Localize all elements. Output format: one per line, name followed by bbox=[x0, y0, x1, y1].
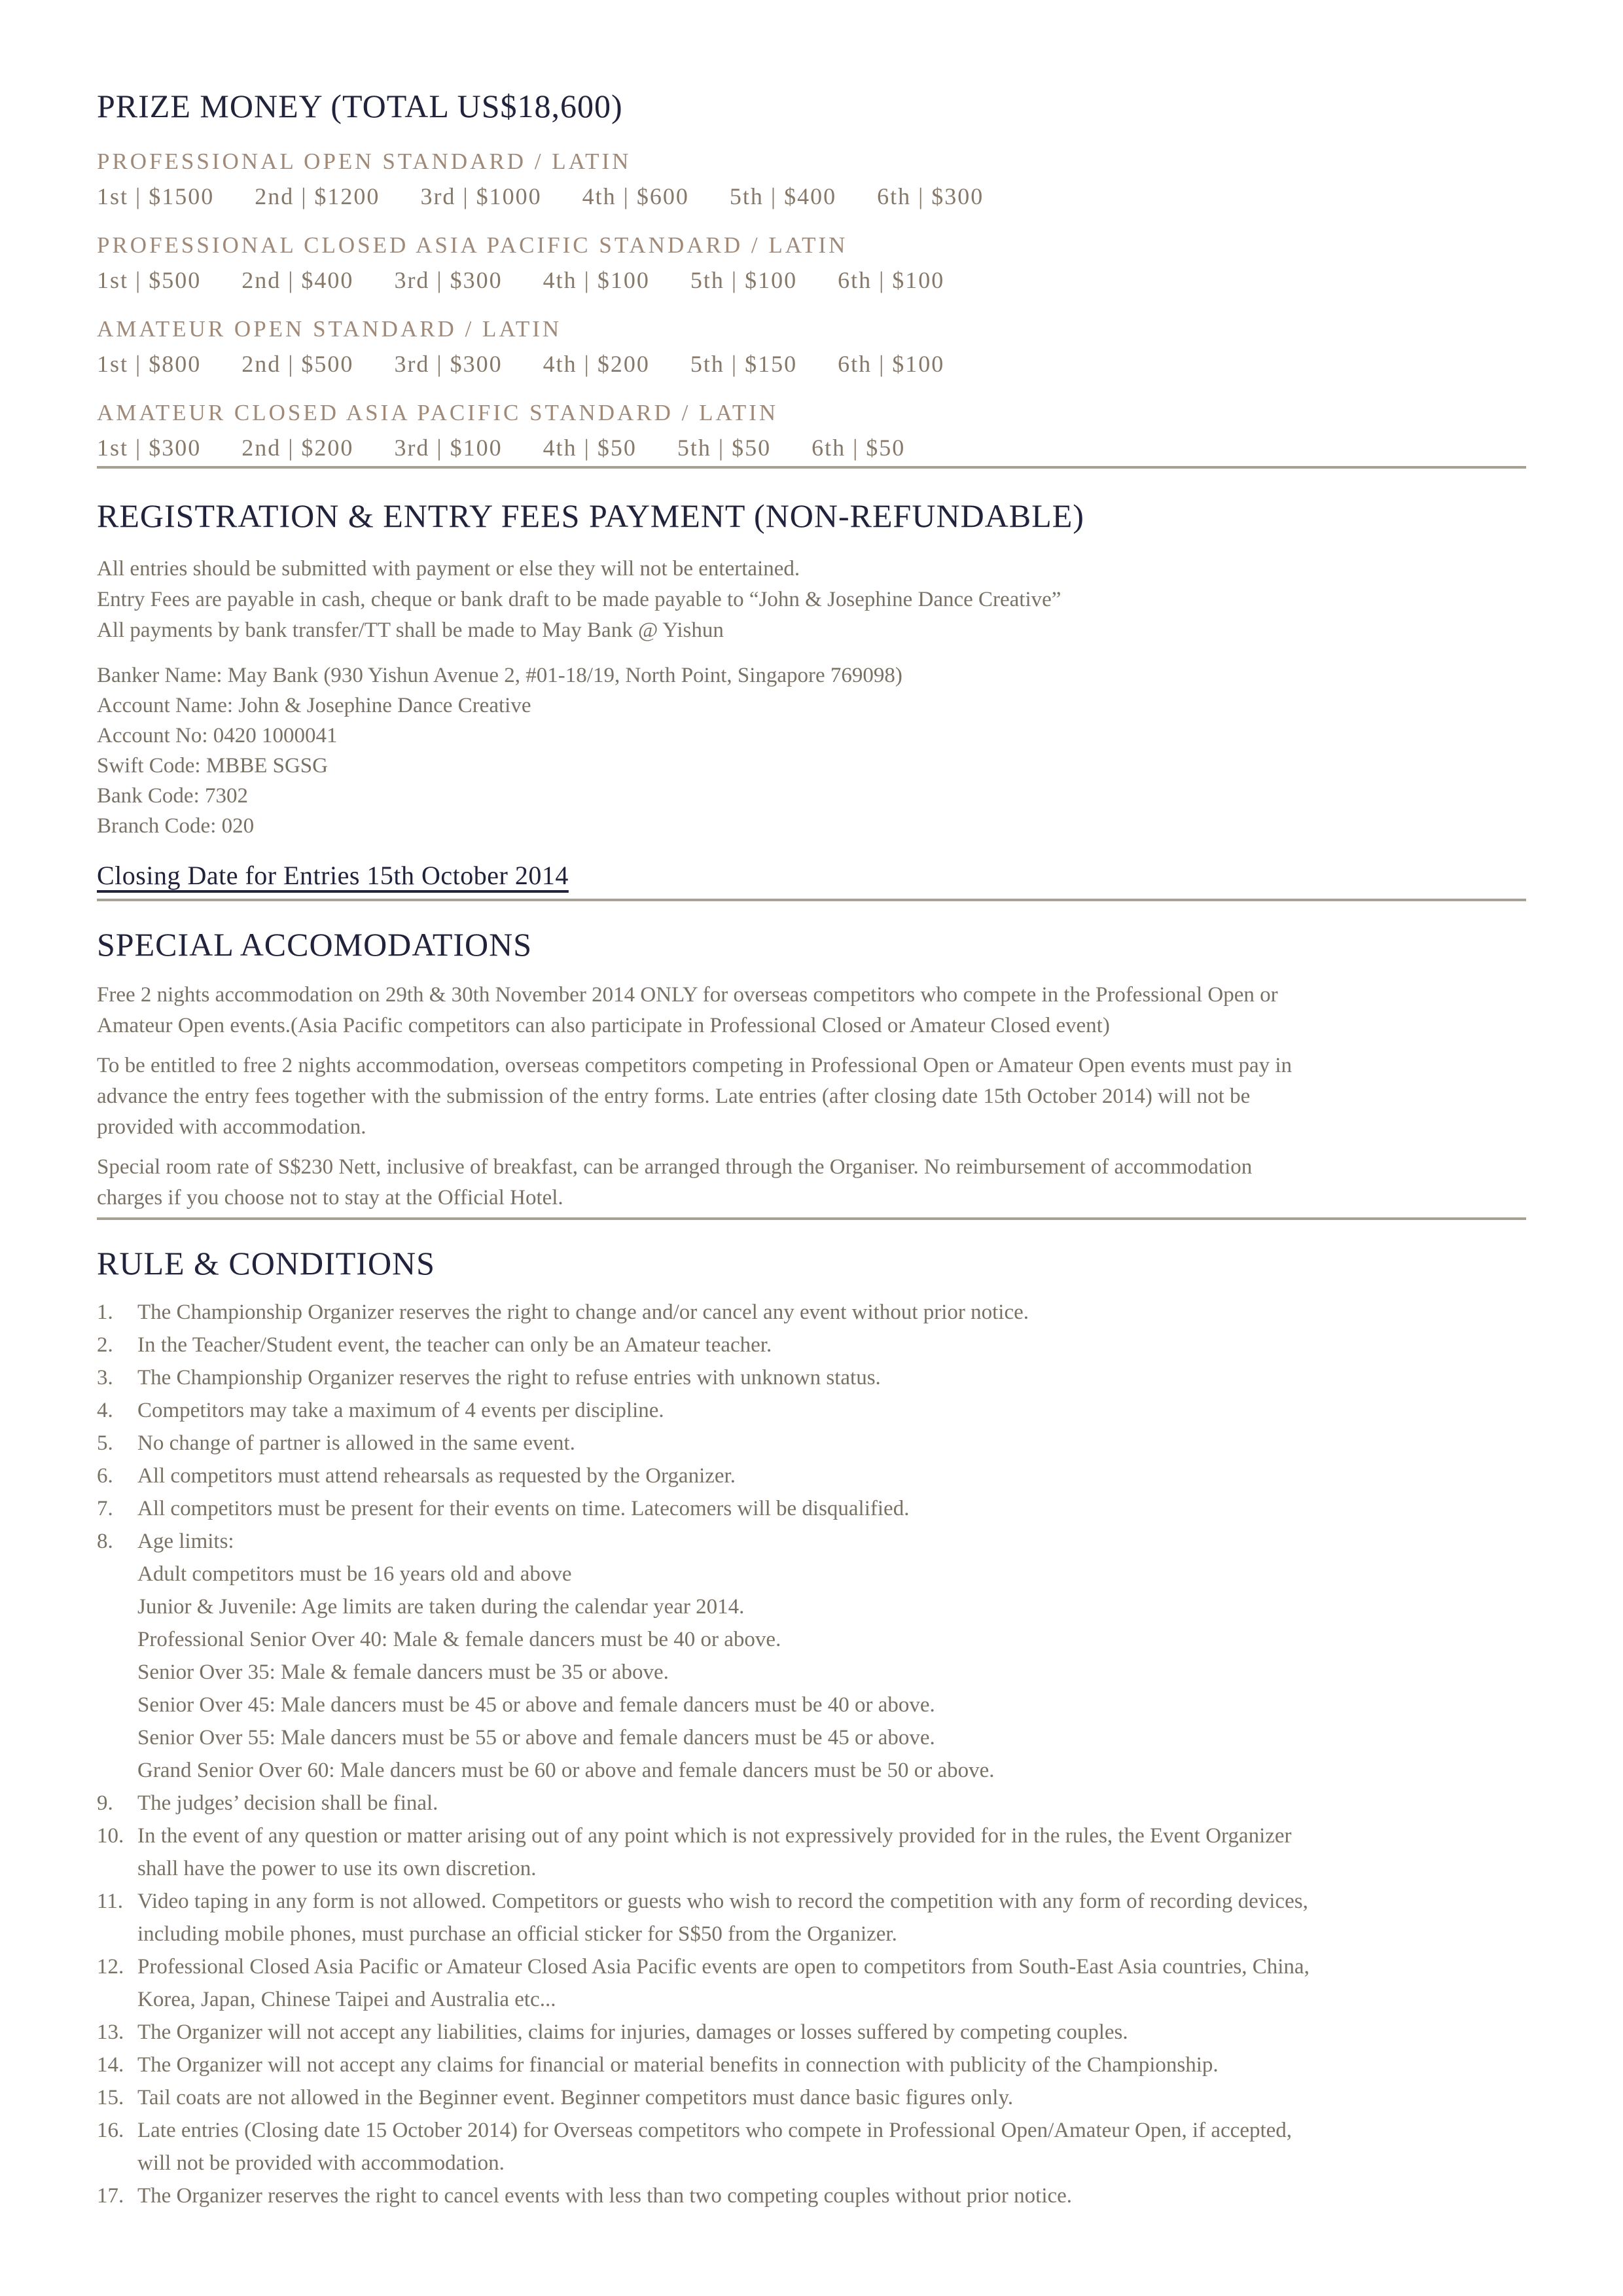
paragraph-line: Free 2 nights accommodation on 29th & 30th November 2014 ONLY for overseas competitors who compete in the Professional Open or bbox=[97, 983, 1278, 1007]
rule-number: 13. bbox=[97, 2020, 124, 2044]
accommodations-heading: SPECIAL ACCOMODATIONS bbox=[97, 926, 533, 963]
rule-line: The Organizer will not accept any claims for financial or material benefits in connection with publicity of the Championship. bbox=[137, 2053, 1219, 2077]
rule-line: Professional Closed Asia Pacific or Amateur Closed Asia Pacific events are open to competitors from South-East Asia countries, China, bbox=[137, 1955, 1310, 1979]
registration-heading: REGISTRATION & ENTRY FEES PAYMENT (NON-REFUNDABLE) bbox=[97, 497, 1084, 534]
prize-group bbox=[97, 230, 1526, 296]
rule-number: 15. bbox=[97, 2086, 124, 2109]
rule-line: Senior Over 35: Male & female dancers must be 35 or above. bbox=[137, 1660, 669, 1684]
rule-item bbox=[97, 1820, 1526, 1885]
rule-text bbox=[137, 1460, 1526, 1492]
accommodations-paragraph bbox=[97, 980, 1526, 1041]
prize-group-label: PROFESSIONAL CLOSED ASIA PACIFIC STANDARD / LATIN bbox=[97, 232, 848, 258]
bank-detail-line: Branch Code: 020 bbox=[97, 814, 255, 838]
rule-text bbox=[137, 1656, 1526, 1689]
rule-subitem bbox=[97, 1558, 1526, 1590]
prize-row bbox=[97, 181, 1526, 212]
rule-text bbox=[137, 2179, 1526, 2212]
rule-text bbox=[137, 1754, 1526, 1787]
rule-item bbox=[97, 1787, 1526, 1820]
rule-line: will not be provided with accommodation. bbox=[137, 2151, 505, 2175]
rule-number: 8. bbox=[97, 1530, 113, 1553]
rule-text bbox=[137, 1820, 1526, 1885]
rule-line: Senior Over 55: Male dancers must be 55 or above and female dancers must be 45 or above. bbox=[137, 1726, 935, 1749]
prize-row bbox=[97, 264, 1526, 296]
section-registration bbox=[97, 496, 1526, 892]
rule-item bbox=[97, 1885, 1526, 1950]
prize-entry: 5th | $100 bbox=[690, 267, 798, 293]
rule-text bbox=[137, 1590, 1526, 1623]
prize-row bbox=[97, 432, 1526, 463]
rule-text bbox=[137, 1689, 1526, 1721]
rule-item bbox=[97, 1394, 1526, 1427]
rule-text bbox=[137, 1427, 1526, 1460]
accommodations-paragraphs bbox=[97, 980, 1526, 1213]
rule-number: 12. bbox=[97, 1955, 124, 1979]
rule-text bbox=[137, 2049, 1526, 2081]
rule-line: The Organizer will not accept any liabilities, claims for injuries, damages or losses suffered by competing couples. bbox=[137, 2020, 1128, 2044]
prize-entry: 1st | $300 bbox=[97, 435, 202, 461]
rule-item bbox=[97, 2049, 1526, 2081]
rule-subitem bbox=[97, 1590, 1526, 1623]
rules-list bbox=[97, 1296, 1526, 2212]
rule-item bbox=[97, 1296, 1526, 1329]
section-accommodations bbox=[97, 925, 1526, 1213]
rule-number: 17. bbox=[97, 2184, 124, 2208]
rule-line: Adult competitors must be 16 years old and above bbox=[137, 1562, 572, 1586]
rule-item bbox=[97, 1460, 1526, 1492]
rule-line: The judges’ decision shall be final. bbox=[137, 1791, 438, 1815]
rule-text bbox=[137, 1623, 1526, 1656]
rule-item bbox=[97, 1525, 1526, 1558]
rule-item bbox=[97, 2114, 1526, 2179]
prize-group bbox=[97, 314, 1526, 380]
prize-entry: 6th | $50 bbox=[812, 435, 906, 461]
rule-subitem bbox=[97, 1721, 1526, 1754]
prize-entry: 5th | $50 bbox=[677, 435, 772, 461]
prize-entry: 4th | $200 bbox=[543, 351, 650, 377]
prize-entry: 1st | $500 bbox=[97, 267, 202, 293]
bank-detail-line: Swift Code: MBBE SGSG bbox=[97, 754, 328, 778]
paragraph-line: charges if you choose not to stay at the Official Hotel. bbox=[97, 1186, 563, 1210]
prize-entry: 5th | $150 bbox=[690, 351, 798, 377]
rule-item bbox=[97, 1361, 1526, 1394]
paragraph-line: provided with accommodation. bbox=[97, 1115, 366, 1139]
rule-item bbox=[97, 2179, 1526, 2212]
prize-entry: 4th | $100 bbox=[543, 267, 650, 293]
prize-group-label: AMATEUR CLOSED ASIA PACIFIC STANDARD / LATIN bbox=[97, 400, 779, 425]
prize-entry: 1st | $1500 bbox=[97, 183, 215, 209]
rule-text bbox=[137, 1361, 1526, 1394]
rule-item bbox=[97, 1427, 1526, 1460]
rule-number: 16. bbox=[97, 2119, 124, 2142]
paragraph-line: To be entitled to free 2 nights accommodation, overseas competitors competing in Professional Open or Amateur Open events must pay in bbox=[97, 1054, 1293, 1077]
rule-text bbox=[137, 2016, 1526, 2049]
rule-number: 9. bbox=[97, 1791, 113, 1815]
rule-text bbox=[137, 2114, 1526, 2179]
paragraph-line: advance the entry fees together with the submission of the entry forms. Late entries (after closing date 15th October 2014) will not be bbox=[97, 1085, 1251, 1108]
rule-number: 2. bbox=[97, 1333, 113, 1357]
rule-number: 7. bbox=[97, 1497, 113, 1520]
rule-item bbox=[97, 1492, 1526, 1525]
prize-entry: 4th | $600 bbox=[582, 183, 689, 209]
prize-entry: 3rd | $1000 bbox=[420, 183, 542, 209]
rule-subitem bbox=[97, 1623, 1526, 1656]
bank-detail-line: Account No: 0420 1000041 bbox=[97, 724, 338, 747]
rule-line: Age limits: bbox=[137, 1530, 234, 1553]
rule-number: 4. bbox=[97, 1399, 113, 1422]
rule-text bbox=[137, 1950, 1526, 2016]
rule-number: 1. bbox=[97, 1300, 113, 1324]
registration-intro-line: All payments by bank transfer/TT shall be made to May Bank @ Yishun bbox=[97, 619, 724, 642]
rule-line: Professional Senior Over 40: Male & female dancers must be 40 or above. bbox=[137, 1628, 781, 1651]
rule-line: Competitors may take a maximum of 4 events per discipline. bbox=[137, 1399, 664, 1422]
rule-line: All competitors must attend rehearsals as requested by the Organizer. bbox=[137, 1464, 736, 1488]
rule-line: Tail coats are not allowed in the Beginner event. Beginner competitors must dance basic figures only. bbox=[137, 2086, 1014, 2109]
rule-line: No change of partner is allowed in the same event. bbox=[137, 1431, 575, 1455]
rule-text bbox=[137, 1787, 1526, 1820]
prize-entry: 6th | $300 bbox=[877, 183, 984, 209]
section-prize-money bbox=[97, 86, 1526, 463]
rule-line: The Championship Organizer reserves the right to refuse entries with unknown status. bbox=[137, 1366, 881, 1390]
rule-text bbox=[137, 1885, 1526, 1950]
prize-money-title: PRIZE MONEY (TOTAL US$18,600) bbox=[97, 88, 623, 124]
prize-group-label: PROFESSIONAL OPEN STANDARD / LATIN bbox=[97, 149, 632, 174]
prize-entry: 2nd | $200 bbox=[241, 435, 354, 461]
rule-item bbox=[97, 2081, 1526, 2114]
rule-line: Junior & Juvenile: Age limits are taken during the calendar year 2014. bbox=[137, 1595, 745, 1619]
rule-text bbox=[137, 1329, 1526, 1361]
paragraph-line: Special room rate of S$230 Nett, inclusive of breakfast, can be arranged through the Organiser. No reimbursement of accommodation bbox=[97, 1155, 1253, 1179]
rule-text bbox=[137, 1492, 1526, 1525]
rule-number: 3. bbox=[97, 1366, 113, 1390]
prize-entry: 2nd | $500 bbox=[241, 351, 354, 377]
prize-entry: 6th | $100 bbox=[838, 351, 945, 377]
rule-text bbox=[137, 1296, 1526, 1329]
rule-line: shall have the power to use its own discretion. bbox=[137, 1857, 537, 1880]
rule-line: Late entries (Closing date 15 October 2014) for Overseas competitors who compete in Professional Open/Amateur Open, if accepted, bbox=[137, 2119, 1293, 2142]
rule-text bbox=[137, 1525, 1526, 1558]
accommodations-paragraph bbox=[97, 1050, 1526, 1143]
rule-subitem bbox=[97, 1754, 1526, 1787]
rule-number: 14. bbox=[97, 2053, 124, 2077]
rule-line: Korea, Japan, Chinese Taipei and Australia etc... bbox=[137, 1988, 556, 2011]
prize-entry: 6th | $100 bbox=[838, 267, 945, 293]
rule-number: 5. bbox=[97, 1431, 113, 1455]
section-rules bbox=[97, 1244, 1526, 2212]
rule-item bbox=[97, 1950, 1526, 2016]
section-divider bbox=[97, 899, 1526, 901]
registration-intro bbox=[97, 554, 1526, 646]
rule-item bbox=[97, 1329, 1526, 1361]
rule-text bbox=[137, 2081, 1526, 2114]
prize-entry: 3rd | $300 bbox=[394, 351, 503, 377]
prize-entry: 1st | $800 bbox=[97, 351, 202, 377]
rule-text bbox=[137, 1394, 1526, 1427]
rule-text bbox=[137, 1721, 1526, 1754]
rule-line: In the event of any question or matter arising out of any point which is not expressively provided for in the rules, the Event Organizer bbox=[137, 1824, 1292, 1848]
prize-groups bbox=[97, 147, 1526, 463]
rule-line: The Organizer reserves the right to cancel events with less than two competing couples without prior notice. bbox=[137, 2184, 1073, 2208]
rule-line: Grand Senior Over 60: Male dancers must be 60 or above and female dancers must be 50 or above. bbox=[137, 1759, 995, 1782]
bank-detail-line: Bank Code: 7302 bbox=[97, 784, 248, 808]
rule-number: 11. bbox=[97, 1890, 124, 1913]
rule-line: including mobile phones, must purchase an official sticker for S$50 from the Organizer. bbox=[137, 1922, 897, 1946]
bank-details bbox=[97, 660, 1526, 841]
rule-number: 10. bbox=[97, 1824, 124, 1848]
registration-intro-line: Entry Fees are payable in cash, cheque or bank draft to be made payable to “John & Josephine Dance Creative” bbox=[97, 588, 1061, 611]
prize-group bbox=[97, 398, 1526, 463]
paragraph-line: Amateur Open events.(Asia Pacific competitors can also participate in Professional Closed or Amateur Closed event) bbox=[97, 1014, 1110, 1037]
rules-heading: RULE & CONDITIONS bbox=[97, 1245, 435, 1282]
rule-line: All competitors must be present for their events on time. Latecomers will be disqualified. bbox=[137, 1497, 910, 1520]
rule-line: Senior Over 45: Male dancers must be 45 or above and female dancers must be 40 or above. bbox=[137, 1693, 935, 1717]
section-divider bbox=[97, 466, 1526, 469]
rule-line: Video taping in any form is not allowed. Competitors or guests who wish to record the competition with any form of recording devices, bbox=[137, 1890, 1308, 1913]
bank-detail-line: Account Name: John & Josephine Dance Creative bbox=[97, 694, 531, 717]
registration-intro-line: All entries should be submitted with payment or else they will not be entertained. bbox=[97, 557, 800, 581]
prize-entry: 2nd | $400 bbox=[241, 267, 354, 293]
prize-group-label: AMATEUR OPEN STANDARD / LATIN bbox=[97, 316, 562, 342]
bank-detail-line: Banker Name: May Bank (930 Yishun Avenue 2, #01-18/19, North Point, Singapore 769098) bbox=[97, 664, 902, 687]
prize-entry: 4th | $50 bbox=[543, 435, 637, 461]
prize-entry: 2nd | $1200 bbox=[255, 183, 380, 209]
rule-number: 6. bbox=[97, 1464, 113, 1488]
rule-subitem bbox=[97, 1656, 1526, 1689]
accommodations-paragraph bbox=[97, 1152, 1526, 1213]
rule-line: The Championship Organizer reserves the right to change and/or cancel any event without prior notice. bbox=[137, 1300, 1029, 1324]
prize-row bbox=[97, 348, 1526, 380]
prize-entry: 3rd | $300 bbox=[394, 267, 503, 293]
rule-item bbox=[97, 2016, 1526, 2049]
prize-entry: 5th | $400 bbox=[729, 183, 837, 209]
rule-line: In the Teacher/Student event, the teacher can only be an Amateur teacher. bbox=[137, 1333, 772, 1357]
rule-text bbox=[137, 1558, 1526, 1590]
prize-group bbox=[97, 147, 1526, 212]
prize-entry: 3rd | $100 bbox=[394, 435, 503, 461]
closing-date: Closing Date for Entries 15th October 2014 bbox=[97, 861, 569, 890]
section-divider bbox=[97, 1217, 1526, 1220]
rule-subitem bbox=[97, 1689, 1526, 1721]
